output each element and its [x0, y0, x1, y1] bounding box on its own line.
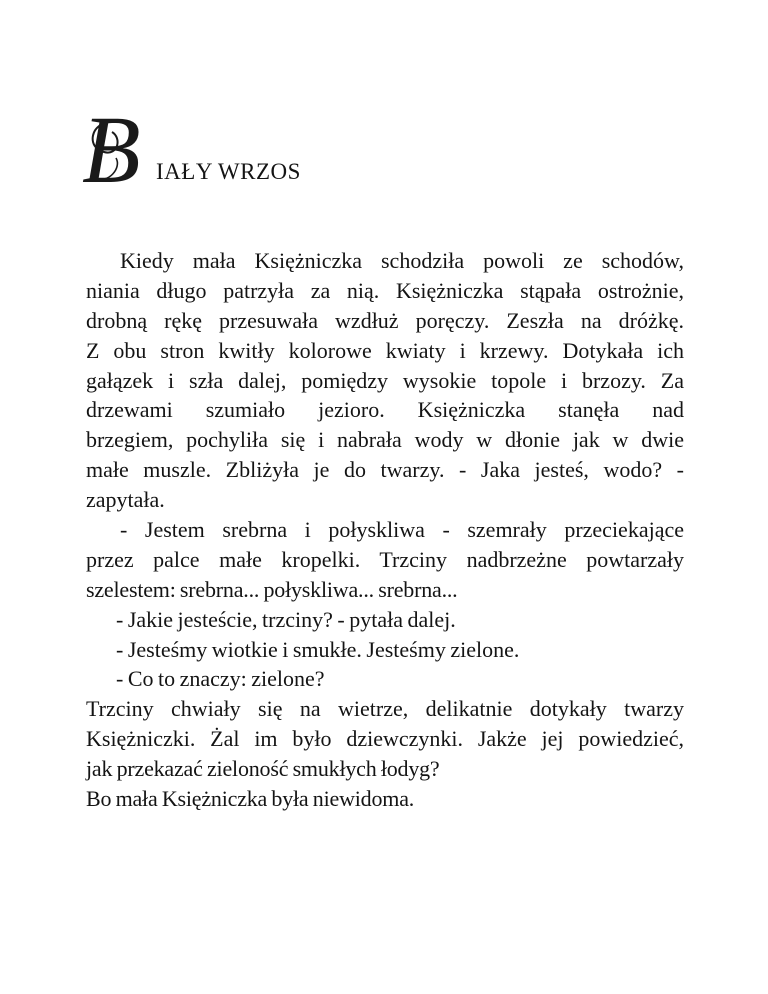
chapter-title-rest: IAŁY WRZOS	[156, 159, 301, 184]
chapter-title	[82, 96, 482, 203]
text-line: Kiedy mała Księżniczka schodziła powoli ze schodów,	[120, 248, 684, 273]
text-line: przez palce małe kropelki. Trzciny nadbrzeżne powtarzały	[86, 546, 684, 572]
story-text	[86, 246, 684, 814]
text-line: - Co to znaczy: zielone?	[116, 666, 325, 692]
text-line: szelestem: srebrna... połyskliwa... srebrna...	[86, 576, 458, 602]
text-line: Trzciny chwiały się na wietrze, delikatnie dotykały twarzy	[86, 696, 684, 722]
drop-cap-initial: B	[82, 96, 141, 203]
text-line: Z obu stron kwitły kolorowe kwiaty i krzewy. Dotykała ich	[86, 337, 684, 363]
text-line: Księżniczki. Żal im było dziewczynki. Jakże jej powiedzieć,	[86, 726, 684, 752]
text-line: niania długo patrzyła za nią. Księżniczka stąpała ostrożnie,	[86, 277, 684, 303]
text-line: - Jestem srebrna i połyskliwa - szemrały przeciekające	[120, 517, 684, 543]
text-line: gałązek i szła dalej, pomiędzy wysokie topole i brzozy. Za	[86, 367, 684, 393]
text-line: drobną rękę przesuwała wzdłuż poręczy. Zeszła na dróżkę.	[86, 307, 684, 333]
text-line: - Jakie jesteście, trzciny? - pytała dalej.	[116, 606, 456, 632]
text-line: małe muszle. Zbliżyła je do twarzy. - Jaka jesteś, wodo? -	[86, 457, 684, 483]
text-line: jak przekazać zieloność smukłych łodyg?	[86, 756, 440, 782]
text-line: zapytała.	[86, 487, 165, 513]
text-line: drzewami szumiało jezioro. Księżniczka stanęła nad	[86, 397, 684, 423]
text-line: brzegiem, pochyliła się i nabrała wody w dłonie jak w dwie	[86, 427, 684, 453]
text-line: Bo mała Księżniczka była niewidoma.	[86, 786, 415, 812]
text-line: - Jesteśmy wiotkie i smukłe. Jesteśmy zielone.	[116, 636, 520, 662]
